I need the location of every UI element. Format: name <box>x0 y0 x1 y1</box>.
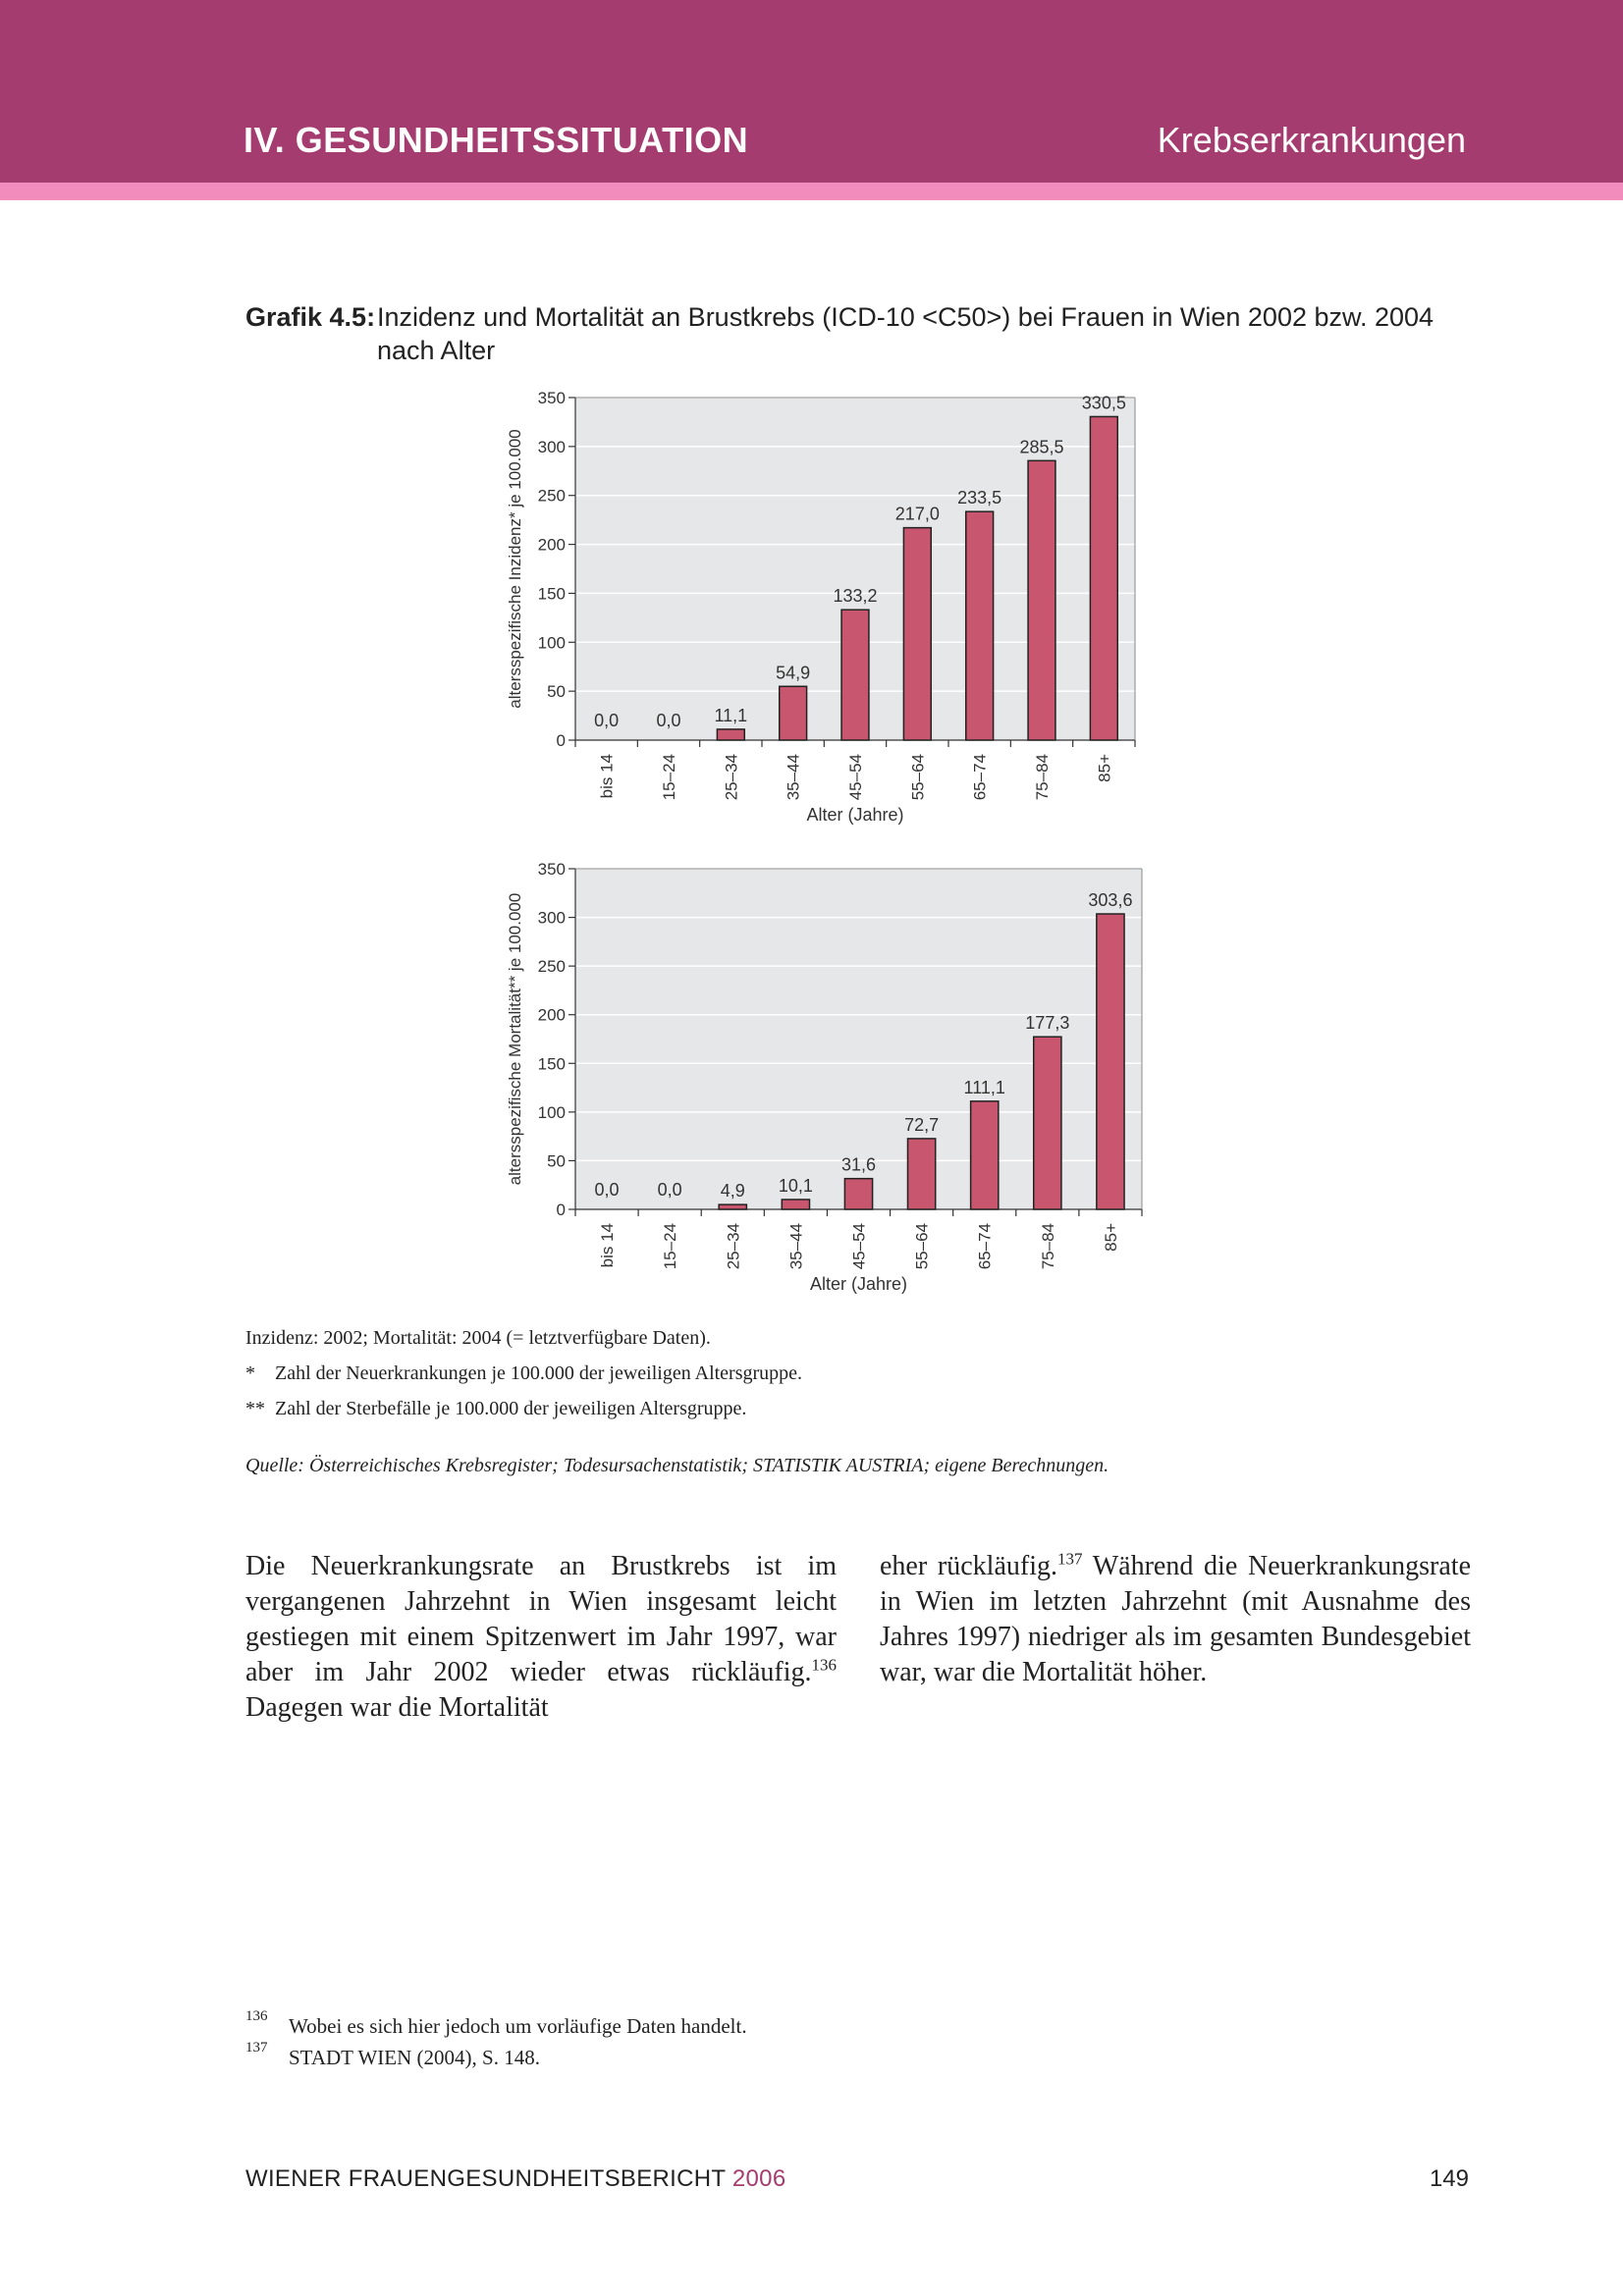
caption-label: Grafik 4.5: <box>245 302 376 332</box>
category-label: 45–54 <box>846 754 865 801</box>
category-label: 25–34 <box>724 1223 743 1270</box>
note-incidence-mark: * <box>245 1362 255 1384</box>
y-tick-label: 350 <box>537 389 566 407</box>
note-years <box>245 1327 711 1350</box>
category-label: 15–24 <box>661 1223 680 1270</box>
y-tick-label: 0 <box>556 1201 566 1219</box>
data-label: 72,7 <box>904 1114 940 1135</box>
y-tick-label: 200 <box>537 1005 566 1025</box>
bar <box>719 1204 746 1209</box>
bar <box>841 610 869 740</box>
footnote-number: 136 <box>245 2008 268 2024</box>
y-tick-label: 250 <box>537 486 566 506</box>
category-label: 55–64 <box>912 1223 932 1270</box>
category-label: 75–84 <box>1038 1223 1057 1270</box>
y-tick-label: 300 <box>537 437 566 456</box>
y-axis-title: altersspezifische Mortalität** je 100.000 <box>506 892 524 1186</box>
body-right-part2: Während die Neuerkrankungsrate in Wien im letzten Jahrzehnt (mit Ausnahme des Jahres 1997) niedriger als im gesamten Bundesgebiet war, war die Mortalität höher. <box>880 1551 1471 1687</box>
section-title: IV. GESUNDHEITSSITUATION <box>243 120 749 160</box>
bar <box>966 511 994 740</box>
data-label: 217,0 <box>894 504 940 524</box>
category-label: 35–44 <box>784 754 803 801</box>
body-text-right <box>880 1549 1471 1690</box>
category-label: bis 14 <box>597 754 617 799</box>
y-tick-label: 50 <box>547 682 566 702</box>
data-label: 0,0 <box>594 711 620 730</box>
data-label: 10,1 <box>778 1175 813 1196</box>
data-label: 133,2 <box>833 586 878 607</box>
x-axis-title: Alter (Jahre) <box>806 805 904 825</box>
category-label: bis 14 <box>598 1223 618 1268</box>
data-label: 303,6 <box>1088 890 1133 911</box>
data-label: 0,0 <box>657 1180 682 1200</box>
footer-title <box>245 2165 785 2193</box>
y-tick-label: 150 <box>537 1054 566 1074</box>
source-line: Quelle: Österreichisches Krebsregister; Todesursachenstatistik; STATISTIK AUSTRIA; eigene Berechnungen. <box>245 1455 1109 1476</box>
category-label: 75–84 <box>1033 754 1052 801</box>
data-label: 285,5 <box>1019 437 1064 457</box>
bar <box>717 729 744 740</box>
body-text-left <box>245 1549 837 1726</box>
y-tick-label: 200 <box>537 535 566 555</box>
y-tick-label: 0 <box>556 731 566 750</box>
category-label: 25–34 <box>722 754 741 801</box>
data-label: 177,3 <box>1025 1013 1070 1034</box>
data-label: 54,9 <box>776 663 811 683</box>
y-tick-label: 250 <box>537 957 566 977</box>
bar <box>1090 416 1117 740</box>
bar <box>903 528 931 740</box>
note-incidence-text: Zahl der Neuerkrankungen je 100.000 der jeweiligen Altersgruppe. <box>275 1362 803 1384</box>
note-mortality-text: Zahl der Sterbefälle je 100.000 der jeweiligen Altersgruppe. <box>275 1398 747 1419</box>
body-left-part2: Dagegen war die Mortalität <box>245 1692 549 1723</box>
caption-text: Inzidenz und Mortalität an Brustkrebs (ICD-10 <C50>) bei Frauen in Wien 2002 bzw. 2004 nach Alter <box>377 302 1434 365</box>
data-label: 11,1 <box>714 705 748 725</box>
topic-title: Krebserkrankungen <box>1157 120 1466 160</box>
category-label: 85+ <box>1101 1223 1120 1252</box>
mortality-chart <box>0 854 1623 1315</box>
y-tick-label: 350 <box>537 860 566 879</box>
data-label: 0,0 <box>594 1180 620 1200</box>
note-mortality-mark: ** <box>245 1398 265 1419</box>
data-label: 330,5 <box>1081 393 1126 413</box>
bar <box>1028 460 1055 740</box>
bar <box>780 686 807 740</box>
data-label: 0,0 <box>656 711 681 730</box>
data-label: 4,9 <box>720 1181 745 1201</box>
y-tick-label: 300 <box>537 908 566 928</box>
y-axis-title: altersspezifische Inzidenz* je 100.000 <box>506 429 524 709</box>
footer-report-name: WIENER FRAUENGESUNDHEITSBERICHT <box>245 2165 732 2192</box>
category-label: 65–74 <box>970 754 990 801</box>
footnote-text: Wobei es sich hier jedoch um vorläufige Daten handelt. <box>289 2014 747 2038</box>
footnote-ref-136[interactable]: 136 <box>811 1655 837 1675</box>
category-label: 65–74 <box>975 1223 995 1270</box>
category-label: 35–44 <box>786 1223 806 1270</box>
body-left-part1: Die Neuerkrankungsrate an Brustkrebs ist im vergangenen Jahrzehnt in Wien insgesamt leicht gestiegen mit einem Spitzenwert im Jahr 1997, war aber im Jahr 2002 wieder etwas rückläufig. <box>245 1551 837 1687</box>
bar <box>782 1200 809 1209</box>
header-stripe <box>0 183 1623 200</box>
data-label: 31,6 <box>840 1154 877 1175</box>
category-label: 85+ <box>1095 754 1114 782</box>
footnote-ref-137[interactable]: 137 <box>1056 1549 1083 1569</box>
bar <box>844 1179 872 1209</box>
body-right-part1: eher rückläufig. <box>880 1551 1057 1581</box>
footnote-text: STADT WIEN (2004), S. 148. <box>289 2046 540 2069</box>
x-axis-title: Alter (Jahre) <box>809 1274 908 1294</box>
category-label: 45–54 <box>849 1223 869 1270</box>
footnote-number: 137 <box>245 2040 268 2056</box>
category-label: 15–24 <box>660 754 678 801</box>
bar <box>908 1139 936 1209</box>
footer-year: 2006 <box>731 2165 786 2192</box>
incidence-chart <box>0 383 1623 834</box>
y-tick-label: 100 <box>537 1102 566 1122</box>
page-number: 149 <box>1429 2165 1469 2192</box>
y-tick-label: 150 <box>537 584 566 604</box>
bar <box>1097 914 1124 1209</box>
category-label: 55–64 <box>908 754 928 801</box>
data-label: 111,1 <box>963 1077 1005 1097</box>
bar <box>1034 1037 1061 1209</box>
bar <box>971 1101 999 1209</box>
y-tick-label: 50 <box>547 1151 566 1171</box>
y-tick-label: 100 <box>537 633 566 653</box>
data-label: 233,5 <box>957 488 1002 508</box>
note-years-text: Inzidenz: 2002; Mortalität: 2004 (= letztverfügbare Daten). <box>245 1327 711 1349</box>
